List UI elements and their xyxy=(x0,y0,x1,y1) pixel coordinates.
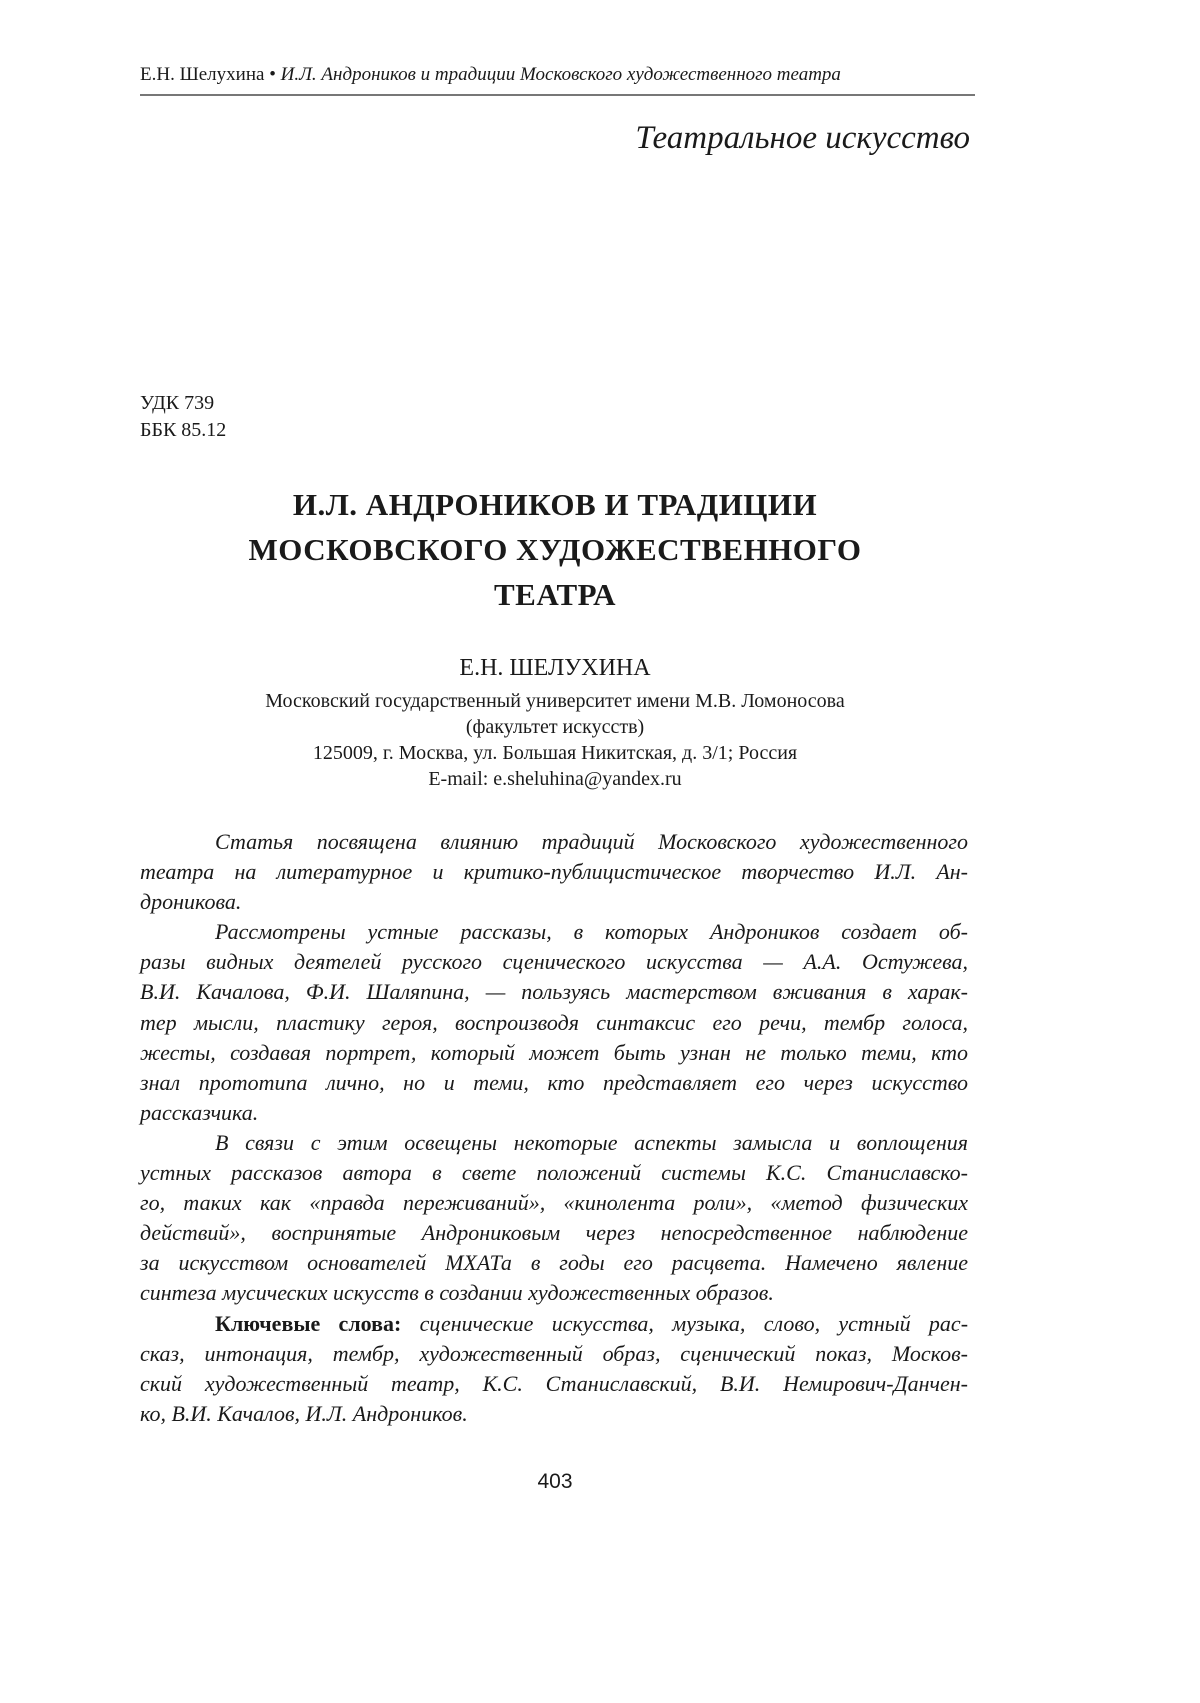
abstract-line: действий», воспринятые Андрониковым через непосредственное наблюдение xyxy=(140,1220,968,1246)
abstract-line: го, таких как «правда переживаний», «кинолента роли», «метод физических xyxy=(140,1190,968,1216)
udk-code: УДК 739 xyxy=(140,392,215,414)
affiliation xyxy=(140,688,970,792)
classification-codes xyxy=(140,390,226,444)
title-line: И.Л. АНДРОНИКОВ И ТРАДИЦИИ xyxy=(292,487,818,522)
abstract-line: Статья посвящена влиянию традиций Московского художественного xyxy=(215,829,968,854)
abstract-line: устных рассказов автора в свете положений системы К.С. Станиславско- xyxy=(140,1160,968,1186)
affiliation-university: Московский государственный университет имени М.В. Ломоносова xyxy=(265,690,845,712)
abstract-line: Рассмотрены устные рассказы, в которых Андроников создает об- xyxy=(215,919,968,945)
affiliation-address: 125009, г. Москва, ул. Большая Никитская, д. 3/1; Россия xyxy=(312,742,798,764)
running-header xyxy=(140,64,975,86)
abstract-line: театра на литературное и критико-публицистическое творчество И.Л. Ан- xyxy=(140,859,968,885)
running-header-author: Е.Н. Шелухина xyxy=(140,64,265,85)
title-line: МОСКОВСКОГО ХУДОЖЕСТВЕННОГО xyxy=(248,532,862,567)
title-line: ТЕАТРА xyxy=(493,577,617,612)
affiliation-email[interactable]: E-mail: e.sheluhina@yandex.ru xyxy=(428,768,682,790)
running-header-title: И.Л. Андроников и традиции Московского художественного театра xyxy=(280,64,841,85)
page-number: 403 xyxy=(537,1470,573,1493)
keywords-line: ко, В.И. Качалов, И.Л. Андроников. xyxy=(140,1400,468,1426)
abstract-line: синтеза мусических искусств в создании художественных образов. xyxy=(140,1280,774,1306)
article-title xyxy=(140,482,970,617)
header-rule xyxy=(140,94,975,96)
keywords-text: сценические искусства, музыка, слово, устный рас- xyxy=(419,1310,969,1336)
abstract-line: жесты, создавая портрет, который может быть узнан не только теми, кто xyxy=(140,1039,968,1065)
abstract-line: тер мысли, пластику героя, воспроизводя синтаксис его речи, тембр голоса, xyxy=(140,1009,968,1035)
keywords-label: Ключевые слова: xyxy=(215,1310,402,1336)
abstract-line: разы видных деятелей русского сценического искусства — А.А. Остужева, xyxy=(140,949,968,975)
keywords-line: сказ, интонация, тембр, художественный образ, сценический показ, Москов- xyxy=(140,1340,968,1366)
abstract-line: рассказчика. xyxy=(140,1099,259,1125)
abstract-line: В связи с этим освещены некоторые аспекты замысла и воплощения xyxy=(215,1129,968,1155)
abstract-line: знал прототипа лично, но и теми, кто представляет его через искусство xyxy=(140,1069,968,1095)
abstract xyxy=(140,827,968,1429)
running-header-bullet: • xyxy=(269,64,276,85)
affiliation-faculty: (факультет искусств) xyxy=(465,716,645,738)
abstract-line: за искусством основателей МХАТа в годы его расцвета. Намечено явление xyxy=(140,1250,968,1276)
bbk-code: ББК 85.12 xyxy=(140,419,227,441)
keywords-line xyxy=(140,1309,968,1339)
keywords-line: ский художественный театр, К.С. Станиславский, В.И. Немирович-Данчен- xyxy=(140,1370,968,1396)
abstract-line: дроникова. xyxy=(140,889,242,915)
section-title: Театральное искусство xyxy=(635,120,970,156)
author-name: Е.Н. ШЕЛУХИНА xyxy=(459,655,651,681)
abstract-line: В.И. Качалова, Ф.И. Шаляпина, — пользуясь мастерством вживания в харак- xyxy=(140,979,968,1005)
